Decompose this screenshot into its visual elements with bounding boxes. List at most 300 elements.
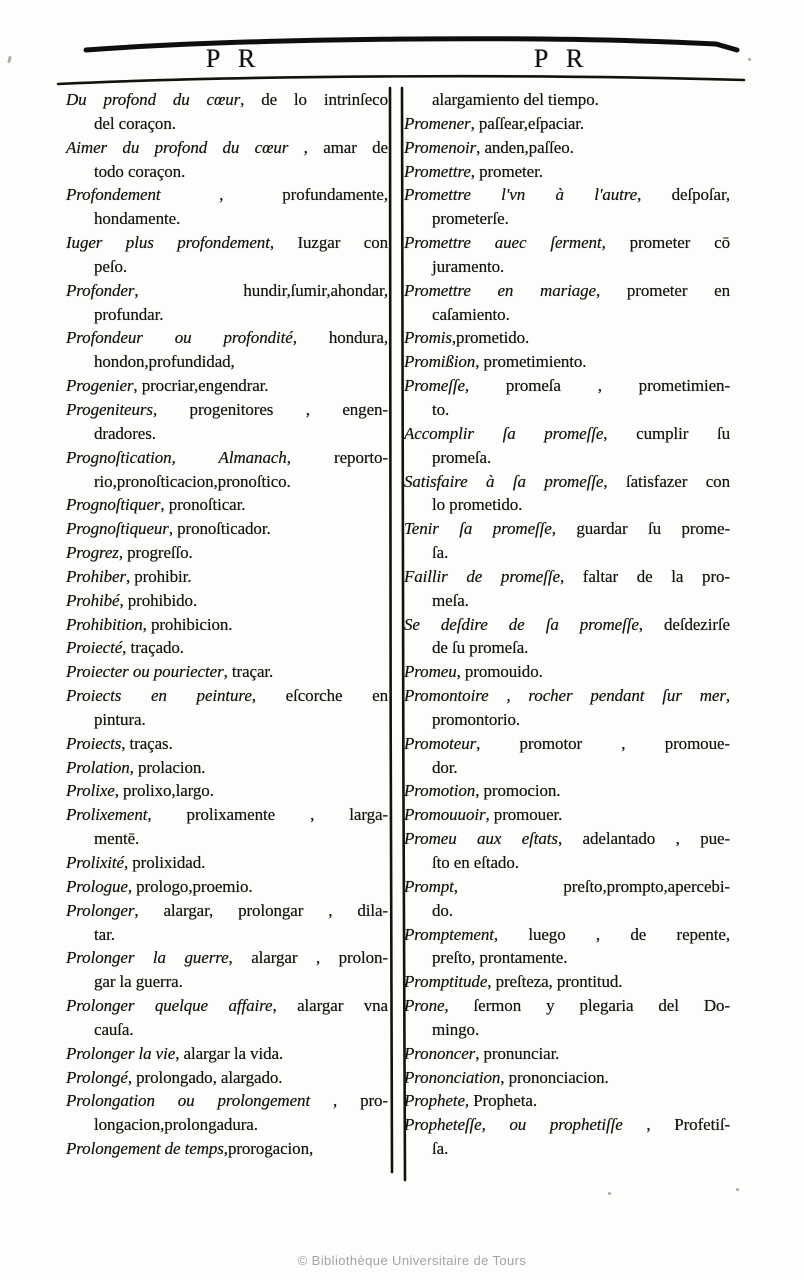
entry-line <box>94 970 388 994</box>
translation: , profundamente, <box>160 185 388 205</box>
entry-line <box>66 517 388 541</box>
translation: ,prorogacion, <box>223 1139 314 1159</box>
headword: Promoteur <box>404 733 477 753</box>
headword: Prolation <box>66 757 130 777</box>
entry-line <box>66 398 388 422</box>
translation: do. <box>432 900 453 920</box>
translation: , traçar. <box>223 662 274 682</box>
entry-line <box>94 255 388 279</box>
entry-line <box>94 207 388 231</box>
translation: , traças. <box>121 733 173 753</box>
headword: Satisfaire à ſa promeſſe <box>404 471 604 491</box>
entry-line <box>94 160 388 184</box>
translation: , deſdezirſe <box>638 614 731 634</box>
dictionary-entry <box>66 899 388 947</box>
translation: , promeſa , prometimien- <box>464 376 730 396</box>
dictionary-entry <box>66 613 388 637</box>
entry-line <box>404 732 730 756</box>
dictionary-entry <box>66 279 388 327</box>
dictionary-entry <box>66 946 388 994</box>
entry-line <box>66 732 388 756</box>
entry-line <box>432 1018 730 1042</box>
headword: Prolongé <box>66 1067 128 1087</box>
translation: , prononciacion. <box>500 1067 609 1087</box>
headword: Prolixe <box>66 781 115 801</box>
translation: , luego , de repente, <box>493 924 730 944</box>
entry-line <box>66 613 388 637</box>
entry-line <box>66 136 388 160</box>
column-right <box>404 88 730 1161</box>
translation: , prolongado, alargado. <box>127 1067 283 1087</box>
entry-line <box>66 493 388 517</box>
dictionary-entry <box>66 1066 388 1090</box>
translation: , prometer en <box>596 280 731 300</box>
dictionary-entry <box>404 112 730 136</box>
entry-line <box>404 183 730 207</box>
entry-line <box>66 636 388 660</box>
entry-line <box>404 160 730 184</box>
entry-line <box>404 994 730 1018</box>
headword: Promeſſe <box>404 376 465 396</box>
translation: , cumplir ſu <box>603 423 730 443</box>
translation: to. <box>432 399 450 419</box>
translation: , pronunciar. <box>475 1043 560 1063</box>
translation: lo prometido. <box>432 495 523 515</box>
headword: Prophete <box>404 1091 465 1111</box>
entry-line <box>404 660 730 684</box>
entry-line <box>66 446 388 470</box>
dictionary-entry <box>66 732 388 756</box>
translation: , de lo intrinſeco <box>240 90 388 109</box>
entry-line <box>432 708 730 732</box>
ink-speck <box>7 56 12 64</box>
entry-line <box>66 541 388 565</box>
dictionary-entry <box>66 541 388 565</box>
dictionary-entry <box>404 827 730 875</box>
entry-line <box>432 541 730 565</box>
translation: , preſteza, prontitud. <box>487 972 623 992</box>
running-head-right: P R <box>533 44 585 73</box>
translation: , alargar vna <box>272 996 388 1016</box>
translation: todo coraçon. <box>94 161 186 181</box>
entry-line <box>404 470 730 494</box>
headword: Promener <box>404 113 471 133</box>
entry-line <box>66 231 388 255</box>
translation: , prologo,proemio. <box>127 876 253 896</box>
headword: Prolixité <box>66 853 124 872</box>
entry-line <box>432 946 730 970</box>
entry-line <box>66 1137 388 1161</box>
headword: Promettre l'vn à l'autre <box>404 185 638 205</box>
translation: , pronoſticar. <box>160 495 246 515</box>
headword: Du profond du cœur <box>66 90 241 109</box>
entry-line <box>404 279 730 303</box>
headword: Se deſdire de ſa promeſſe <box>404 614 639 634</box>
entry-line <box>404 517 730 541</box>
headword: Prohibé <box>66 590 120 610</box>
headword: Prononciation <box>404 1067 501 1087</box>
dictionary-entry <box>66 684 388 732</box>
translation: , prometer. <box>470 161 543 181</box>
translation: , prohibicion. <box>142 614 233 634</box>
headword: Promouuoir <box>404 805 486 825</box>
translation: hondon,profundidad, <box>94 352 235 372</box>
dictionary-entry <box>66 994 388 1042</box>
dictionary-entry <box>66 875 388 899</box>
entry-line <box>66 851 388 875</box>
entry-line <box>404 326 730 350</box>
dictionary-entry <box>66 446 388 494</box>
entry-line <box>432 899 730 923</box>
entry-line <box>66 565 388 589</box>
translation: , ſermon y plegaria del Do- <box>444 996 730 1016</box>
dictionary-entry <box>404 374 730 422</box>
dictionary-entry <box>404 183 730 231</box>
translation: prometerſe. <box>432 209 509 229</box>
dictionary-entry <box>404 470 730 518</box>
dictionary-entry <box>404 684 730 732</box>
dictionary-entry <box>404 565 730 613</box>
translation: profundar. <box>94 304 164 324</box>
translation: promeſa. <box>432 447 492 467</box>
dictionary-entry <box>404 732 730 780</box>
headword: Aimer du profond du cœur <box>66 137 289 157</box>
headword: Prolonger la guerre <box>66 948 229 968</box>
entry-line <box>404 684 730 708</box>
translation: , alargar la vida. <box>175 1043 284 1063</box>
headword: Promettre <box>404 161 471 181</box>
translation: mingo. <box>432 1019 480 1039</box>
headword: Propheteſſe, ou prophetiſſe <box>404 1115 623 1135</box>
entry-line <box>66 374 388 398</box>
headword: Promeu aux eſtats <box>404 829 558 849</box>
translation: , pro- <box>310 1091 388 1111</box>
translation: caſamiento. <box>432 304 510 324</box>
headword: Promeu <box>404 662 457 682</box>
entry-line <box>66 803 388 827</box>
dictionary-entry <box>66 517 388 541</box>
entry-line <box>404 1066 730 1090</box>
dictionary-entry <box>404 350 730 374</box>
dictionary-entry <box>404 326 730 350</box>
headword: Promptement <box>404 924 494 944</box>
headword: Prognoſtiquer <box>66 495 161 515</box>
dictionary-entry <box>66 136 388 184</box>
headword: Progeniteurs <box>66 399 153 419</box>
headword: Profonder <box>66 280 135 300</box>
top-rule <box>86 39 737 50</box>
translation: de ſu promeſa. <box>432 638 529 658</box>
headword: Promenoir <box>404 137 477 157</box>
headword: Prone <box>404 996 445 1016</box>
entry-line <box>432 398 730 422</box>
headword: Profondement <box>66 185 161 205</box>
translation: peſo. <box>94 256 128 276</box>
entry-line <box>404 374 730 398</box>
entry-line <box>66 183 388 207</box>
entry-line <box>404 803 730 827</box>
headword: Promotion <box>404 781 476 801</box>
dictionary-entry <box>66 660 388 684</box>
headword: Tenir ſa promeſſe <box>404 519 552 539</box>
dictionary-entry <box>66 1089 388 1137</box>
entry-line <box>404 136 730 160</box>
entry-line <box>404 923 730 947</box>
translation: , guardar ſu prome- <box>551 519 730 539</box>
entry-line <box>432 303 730 327</box>
dictionary-entry <box>66 1042 388 1066</box>
translation: , ſatisfazer con <box>603 471 730 491</box>
entry-line <box>94 470 388 494</box>
entry-line <box>432 255 730 279</box>
translation: , alargar, prolongar , dila- <box>134 900 388 920</box>
headword: Prognoſtication, Almanach <box>66 447 287 467</box>
translation: , prometer cō <box>601 233 730 253</box>
ink-speck <box>748 58 751 61</box>
translation: , alargar , prolon- <box>228 948 388 968</box>
dictionary-entry <box>404 1066 730 1090</box>
dictionary-entry <box>66 565 388 589</box>
dictionary-entry <box>404 613 730 661</box>
translation: , adelantado , pue- <box>557 829 731 849</box>
headword: Proiecté <box>66 638 123 658</box>
library-watermark: © Bibliothèque Universitaire de Tours <box>297 1253 527 1268</box>
translation: , amar de <box>288 137 388 157</box>
entry-line <box>94 708 388 732</box>
translation: longacion,prolongadura. <box>94 1115 258 1135</box>
headword: Prohiber <box>66 566 126 586</box>
dictionary-entry <box>66 756 388 780</box>
translation: , prolacion. <box>129 757 206 777</box>
headword: Prolongement de temps <box>66 1139 224 1159</box>
translation: , reporto- <box>286 447 388 467</box>
entry-line <box>404 565 730 589</box>
translation: ſa. <box>432 1139 449 1159</box>
translation: , prolixamente , larga- <box>147 805 388 825</box>
dictionary-entry <box>404 803 730 827</box>
running-head-left: P R <box>205 44 257 73</box>
dictionary-entry <box>404 422 730 470</box>
entry-line <box>66 326 388 350</box>
column-divider-left-line <box>389 88 392 1172</box>
translation: del coraçon. <box>94 113 176 133</box>
headword: Accomplir ſa promeſſe <box>404 423 604 443</box>
dictionary-entry <box>404 779 730 803</box>
entry-line <box>432 446 730 470</box>
entry-line <box>94 422 388 446</box>
translation: preſto, prontamente. <box>432 948 568 968</box>
entry-line <box>404 970 730 994</box>
translation: mentē. <box>94 829 140 849</box>
translation: , progenitores , engen- <box>152 399 388 419</box>
translation: pintura. <box>94 709 146 729</box>
entry-line <box>66 1066 388 1090</box>
translation: ,prometido. <box>451 328 530 348</box>
dictionary-entry <box>66 636 388 660</box>
translation: rio,pronoſticacion,pronoſtico. <box>94 471 291 491</box>
dictionary-entry <box>66 803 388 851</box>
entry-line <box>432 756 730 780</box>
dictionary-entry <box>404 231 730 279</box>
dictionary-entry <box>66 326 388 374</box>
headword: Promettre auec ſerment <box>404 233 602 253</box>
entry-line <box>66 660 388 684</box>
dictionary-entry <box>66 589 388 613</box>
translation: hondamente. <box>94 209 181 229</box>
dictionary-entry <box>404 160 730 184</box>
translation: dradores. <box>94 423 156 443</box>
entry-line <box>94 1113 388 1137</box>
entry-line <box>432 851 730 875</box>
dictionary-entry <box>66 1137 388 1161</box>
dictionary-entry <box>404 660 730 684</box>
translation: , prometimiento. <box>475 352 587 372</box>
headword: Progenier <box>66 376 134 396</box>
translation: , hundir,ſumir,ahondar, <box>134 280 388 300</box>
entry-line <box>94 350 388 374</box>
dictionary-entry <box>66 374 388 398</box>
translation: , eſcorche en <box>251 686 388 706</box>
translation: , Propheta. <box>464 1091 537 1111</box>
headword: Prolonger quelque affaire <box>66 996 273 1016</box>
entry-line <box>66 88 388 112</box>
translation: juramento. <box>432 256 505 276</box>
ink-speck <box>736 1188 739 1191</box>
translation: , pronoſticador. <box>168 519 271 539</box>
headword: Proiects <box>66 733 122 753</box>
translation: , Iuzgar con <box>269 233 388 253</box>
dictionary-entry <box>404 1113 730 1161</box>
headword: Profondeur ou profondité <box>66 328 293 348</box>
translation: , prolixidad. <box>123 853 206 872</box>
entry-line <box>404 231 730 255</box>
headword: Prompt <box>404 876 454 896</box>
entry-line <box>66 684 388 708</box>
entry-line <box>432 1137 730 1161</box>
entry-line <box>66 779 388 803</box>
translation: , preſto,prompto,apercebi- <box>453 876 730 896</box>
dictionary-entry <box>404 875 730 923</box>
dictionary-entry <box>404 279 730 327</box>
dictionary-entry <box>66 183 388 231</box>
dictionary-entry <box>66 88 388 136</box>
dictionary-entry <box>66 398 388 446</box>
translation: , promouer. <box>485 805 563 825</box>
translation: , promocion. <box>475 781 561 801</box>
translation: , promouido. <box>456 662 543 682</box>
entry-line <box>432 88 730 112</box>
entry-line <box>404 112 730 136</box>
entry-line <box>404 875 730 899</box>
dictionary-entry <box>404 994 730 1042</box>
ink-speck <box>608 1192 611 1195</box>
dictionary-entry <box>404 136 730 160</box>
headword: Promis <box>404 328 452 348</box>
translation: , hondura, <box>292 328 388 348</box>
dictionary-entry <box>404 970 730 994</box>
translation: cauſa. <box>94 1019 134 1039</box>
dictionary-entry <box>66 851 388 875</box>
headword: Prologue <box>66 876 128 896</box>
dictionary-entry <box>404 923 730 971</box>
entry-line <box>94 1018 388 1042</box>
dictionary-entry <box>66 779 388 803</box>
entry-line <box>404 350 730 374</box>
entry-line <box>66 1089 388 1113</box>
entry-line <box>94 112 388 136</box>
translation: , Profetiſ- <box>622 1115 730 1135</box>
headword: Prolonger la vie <box>66 1043 176 1063</box>
headword: Prohibition <box>66 614 143 634</box>
entry-line <box>404 1089 730 1113</box>
translation: tar. <box>94 924 115 944</box>
translation: , progreſſo. <box>118 543 193 563</box>
entry-line <box>404 1042 730 1066</box>
headword: Prononcer <box>404 1043 476 1063</box>
headword: Promißion <box>404 352 476 372</box>
headword: Promptitude <box>404 972 488 992</box>
translation: , promotor , promoue- <box>476 733 730 753</box>
entry-line <box>66 756 388 780</box>
dictionary-entry <box>404 1089 730 1113</box>
entry-line <box>404 422 730 446</box>
translation: gar la guerra. <box>94 972 183 992</box>
header-rule <box>58 76 744 84</box>
headword: Promontoire , rocher pendant ſur mer <box>404 686 726 706</box>
entry-line <box>94 923 388 947</box>
entry-line <box>66 946 388 970</box>
headword: Faillir de promeſſe <box>404 566 560 586</box>
entry-line <box>66 279 388 303</box>
translation: , faltar de la pro- <box>559 566 730 586</box>
entry-line <box>66 899 388 923</box>
translation: promontorio. <box>432 709 521 729</box>
headword: Progrez <box>66 543 119 563</box>
translation: alargamiento del tiempo. <box>432 90 599 109</box>
entry-line <box>404 827 730 851</box>
entry-line <box>404 1113 730 1137</box>
translation: , deſpoſar, <box>637 185 730 205</box>
dictionary-entry <box>66 493 388 517</box>
entry-line <box>66 589 388 613</box>
translation: , prohibido. <box>119 590 198 610</box>
headword: Proiects en peinture <box>66 686 252 706</box>
entry-line <box>94 827 388 851</box>
translation: meſa. <box>432 590 469 610</box>
translation: , anden,paſſeo. <box>476 137 574 157</box>
translation: , paſſear,eſpaciar. <box>470 113 585 133</box>
entry-line <box>66 1042 388 1066</box>
translation: , <box>725 686 730 706</box>
translation: ſa. <box>432 543 449 563</box>
dictionary-entry <box>404 1042 730 1066</box>
dictionary-entry <box>404 88 730 112</box>
entry-line <box>432 636 730 660</box>
headword: Prolixement <box>66 805 148 825</box>
headword: Prolonger <box>66 900 135 920</box>
headword: Proiecter ou pouriecter <box>66 662 224 682</box>
entry-line <box>432 207 730 231</box>
entry-line <box>432 589 730 613</box>
entry-line <box>404 613 730 637</box>
entry-line <box>66 875 388 899</box>
column-left <box>66 88 388 1161</box>
headword: Iuger plus profondement <box>66 233 270 253</box>
translation: , traçado. <box>122 638 184 658</box>
translation: , procriar,engendrar. <box>133 376 269 396</box>
translation: , prolixo,largo. <box>114 781 214 801</box>
entry-line <box>432 493 730 517</box>
